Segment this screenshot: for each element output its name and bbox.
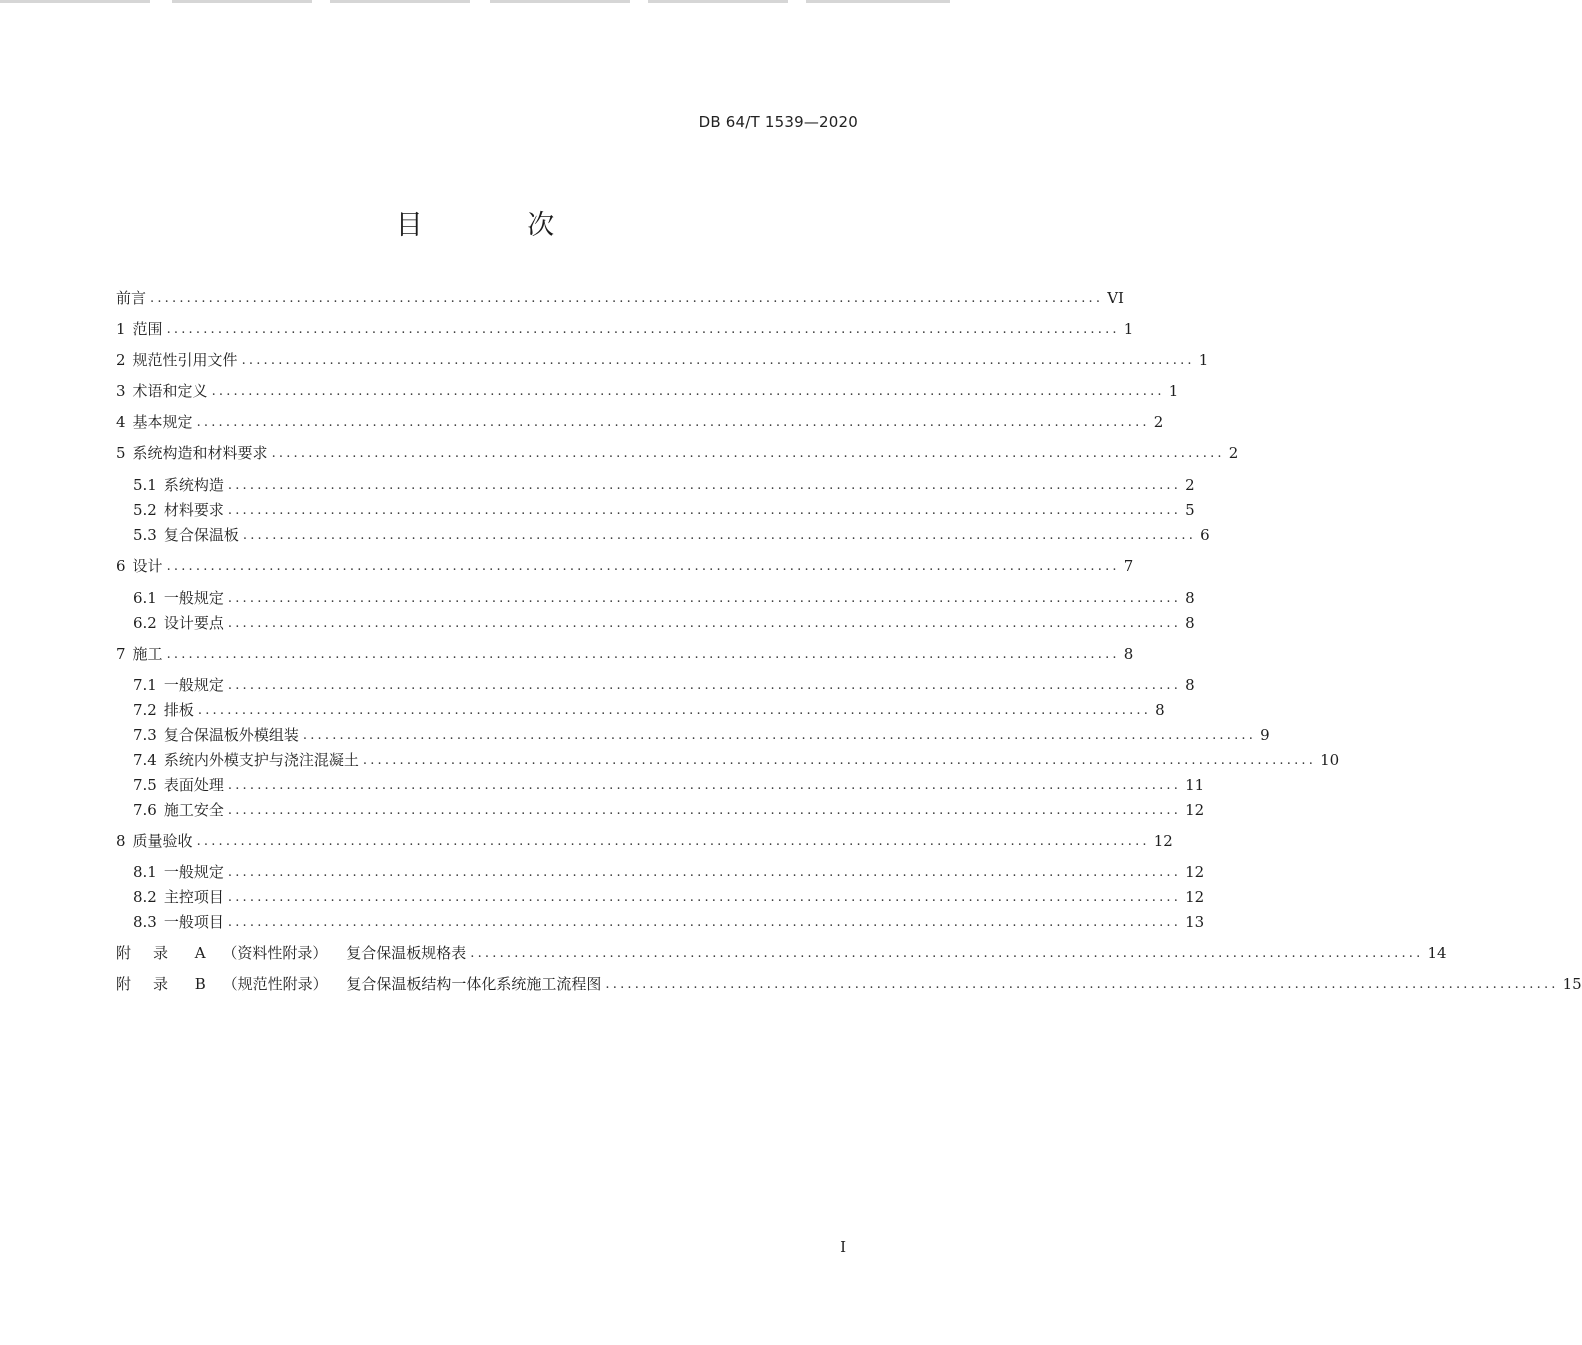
toc-leader-dots: .................................................................................................................................. (227, 778, 1182, 793)
toc-leader-dots: .................................................................................................................................. (470, 946, 1424, 961)
toc-leader-dots: .................................................................................................................................. (227, 915, 1182, 930)
toc-leader-dots: .................................................................................................................................. (227, 478, 1182, 493)
toc-entry[interactable] (116, 409, 1164, 433)
toc-entry-number: 8.2 (133, 888, 157, 906)
toc-entry-number: 6.1 (133, 589, 157, 607)
toc-entry-number: 5.3 (133, 526, 157, 544)
toc-entry-label: 排板 (163, 701, 194, 719)
toc-entry-number: 8.3 (133, 913, 157, 931)
toc-leader-dots: .................................................................................................................................. (166, 559, 1120, 574)
toc-entry-number: 6.2 (133, 614, 157, 632)
toc-entry-number: 5.2 (133, 501, 157, 519)
toc-entry[interactable] (116, 828, 1173, 852)
toc-entry-page: 12 (1185, 863, 1205, 881)
toc-entry-label: 规范性引用文件 (132, 351, 238, 369)
toc-entry-number: 6 (116, 557, 126, 575)
appendix-kind: （资料性附录） (222, 944, 328, 962)
toc-entry-page: 12 (1185, 888, 1205, 906)
toc-entry-page: 6 (1200, 526, 1210, 544)
toc-entry-label: 范围 (132, 320, 163, 338)
toc-entry-page: 9 (1260, 726, 1270, 744)
toc-leader-dots: .................................................................................................................................. (227, 865, 1182, 880)
toc-entry[interactable] (116, 347, 1209, 371)
toc-entry-label: 术语和定义 (132, 382, 208, 400)
toc-entry-number: 5.1 (133, 476, 157, 494)
toc-entry-page: 8 (1185, 614, 1195, 632)
toc-entry-page: 1 (1123, 320, 1134, 338)
toc-entry-number: 8.1 (133, 863, 157, 881)
toc-leader-dots: .................................................................................................................................. (227, 803, 1182, 818)
toc-entry-number: 2 (116, 351, 126, 369)
toc-entry[interactable] (116, 316, 1134, 340)
toc-subentry[interactable] (133, 497, 1195, 521)
toc-entry-label: 施工 (132, 645, 163, 663)
toc-entry[interactable] (116, 641, 1134, 665)
toc-leader-dots: .................................................................................................................................. (196, 415, 1150, 430)
toc-subentry[interactable] (133, 610, 1195, 634)
toc-entry-page: 13 (1185, 913, 1205, 931)
toc-appendix-entry[interactable] (116, 940, 1447, 964)
toc-entry-number: 4 (116, 413, 126, 431)
toc-entry-page: 2 (1185, 476, 1195, 494)
toc-entry-label: 复合保温板 (163, 526, 239, 544)
toc-subentry[interactable] (133, 797, 1205, 821)
toc-subentry[interactable] (133, 909, 1205, 933)
toc-entry-page: 10 (1320, 751, 1340, 769)
toc-entry-page: 8 (1185, 676, 1195, 694)
toc-entry-label: 复合保温板外模组装 (163, 726, 299, 744)
toc-entry-page: 8 (1185, 589, 1195, 607)
toc-entry-label: 一般规定 (163, 863, 224, 881)
appendix-letter: A (194, 944, 206, 962)
toc-leader-dots: .................................................................................................................................. (271, 446, 1225, 461)
toc-entry-label: 一般项目 (163, 913, 224, 931)
toc-entry-number: 3 (116, 382, 126, 400)
toc-entry-label: 材料要求 (163, 501, 224, 519)
toc-leader-dots: .................................................................................................................................. (227, 591, 1182, 606)
toc-entry-label: 复合保温板结构一体化系统施工流程图 (346, 975, 602, 993)
toc-entry-page: 12 (1185, 801, 1205, 819)
toc-entry-number: 7 (116, 645, 126, 663)
toc-appendix-entry[interactable] (116, 971, 1582, 995)
toc-subentry[interactable] (133, 772, 1205, 796)
toc-leader-dots: .................................................................................................................................. (166, 647, 1120, 662)
toc-entry-label: 一般规定 (163, 589, 224, 607)
toc-entry-number: 7.5 (133, 776, 157, 794)
toc-entry-label: 主控项目 (163, 888, 224, 906)
toc-entry-label: 基本规定 (132, 413, 193, 431)
toc-leader-dots: .................................................................................................................................. (242, 528, 1197, 543)
toc-entry[interactable] (116, 553, 1134, 577)
toc-entry-label: 系统内外模支护与浇注混凝土 (163, 751, 359, 769)
toc-entry-page: 2 (1228, 444, 1239, 462)
toc-entry-page: 11 (1185, 776, 1205, 794)
toc-entry-label: 设计要点 (163, 614, 224, 632)
toc-subentry[interactable] (133, 522, 1210, 546)
toc-entry-number: 7.2 (133, 701, 157, 719)
toc-entry[interactable] (116, 440, 1239, 464)
toc-entry-number: 5 (116, 444, 126, 462)
toc-leader-dots: .................................................................................................................................. (241, 353, 1195, 368)
toc-entry-page: 8 (1155, 701, 1165, 719)
toc-leader-dots: .................................................................................................................................. (227, 890, 1182, 905)
toc-entry-number: 7.3 (133, 726, 157, 744)
toc-subentry[interactable] (133, 472, 1195, 496)
appendix-word: 附录 (116, 975, 191, 993)
toc-subentry[interactable] (133, 722, 1270, 746)
toc-entry-number: 7.6 (133, 801, 157, 819)
appendix-kind: （规范性附录） (222, 975, 328, 993)
toc-entry-page: 1 (1168, 382, 1179, 400)
toc-entry-label: 复合保温板规格表 (346, 944, 467, 962)
toc-leader-dots: .................................................................................................................................. (211, 384, 1165, 399)
toc-entry-page: 1 (1198, 351, 1209, 369)
toc-entry-label: 系统构造 (163, 476, 224, 494)
toc-entry-page: 15 (1562, 975, 1582, 993)
toc-entry-page: VI (1107, 289, 1124, 307)
toc-leader-dots: .................................................................................................................................. (605, 977, 1559, 992)
toc-entry-label: 一般规定 (163, 676, 224, 694)
toc-leader-dots: .................................................................................................................................. (227, 503, 1182, 518)
toc-leader-dots: .................................................................................................................................. (362, 753, 1317, 768)
toc-entry-page: 12 (1153, 832, 1173, 850)
toc-entry[interactable] (116, 285, 1124, 309)
toc-subentry[interactable] (133, 697, 1165, 721)
document-code: DB 64/T 1539—2020 (698, 113, 858, 131)
toc-subentry[interactable] (133, 672, 1195, 696)
toc-entry-number: 7.4 (133, 751, 157, 769)
toc-leader-dots: .................................................................................................................................. (196, 834, 1150, 849)
toc-entry-number: 1 (116, 320, 126, 338)
page-number: I (840, 1238, 846, 1256)
toc-leader-dots: .................................................................................................................................. (227, 616, 1182, 631)
toc-leader-dots: .................................................................................................................................. (302, 728, 1257, 743)
toc-entry-label: 表面处理 (163, 776, 224, 794)
toc-leader-dots: .................................................................................................................................. (197, 703, 1152, 718)
toc-entry-number: 8 (116, 832, 126, 850)
appendix-word: 附录 (116, 944, 191, 962)
toc-entry-label: 施工安全 (163, 801, 224, 819)
toc-entry-page: 2 (1153, 413, 1164, 431)
toc-entry-page: 7 (1123, 557, 1134, 575)
toc-leader-dots: .................................................................................................................................. (166, 322, 1120, 337)
toc-entry-label: 设计 (132, 557, 163, 575)
toc-entry-page: 14 (1427, 944, 1447, 962)
toc-entry-page: 5 (1185, 501, 1195, 519)
toc-subentry[interactable] (133, 859, 1205, 883)
toc-subentry[interactable] (133, 747, 1340, 771)
toc-subentry[interactable] (133, 884, 1205, 908)
scan-edge-artifact (0, 0, 950, 8)
toc-entry-label: 系统构造和材料要求 (132, 444, 268, 462)
page-title: 目 次 (395, 210, 603, 241)
toc-subentry[interactable] (133, 585, 1195, 609)
toc-entry-page: 8 (1123, 645, 1134, 663)
appendix-letter: B (194, 975, 206, 993)
toc-entry-label: 质量验收 (132, 832, 193, 850)
toc-entry[interactable] (116, 378, 1179, 402)
toc-leader-dots: .................................................................................................................................. (150, 291, 1104, 306)
toc-leader-dots: .................................................................................................................................. (227, 678, 1182, 693)
toc-entry-label: 前言 (116, 289, 147, 307)
toc-entry-number: 7.1 (133, 676, 157, 694)
